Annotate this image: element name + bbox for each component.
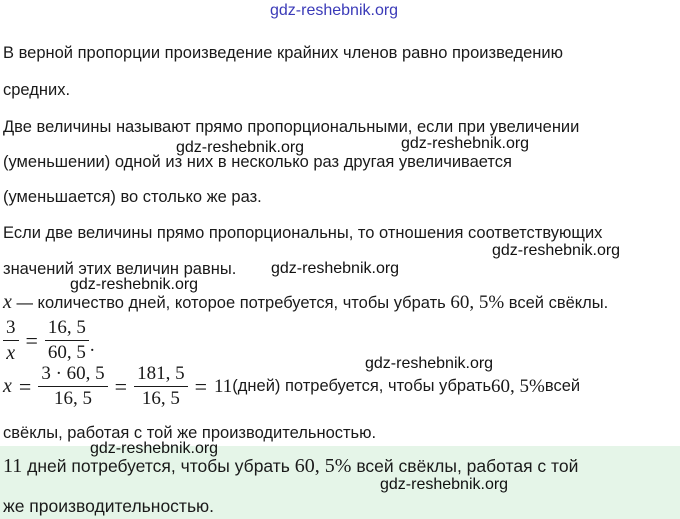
def-tail: всей свёклы. [504,294,609,312]
fraction-lhs [3,318,19,363]
rule-direct-line-2: (уменьшении) одной из них в несколько раз другая увеличивается [3,153,512,171]
watermark-overlay: gdz-reshebnik.org [401,135,530,152]
frac-den: 16, 5 [141,388,180,409]
result-text-end: всей [544,377,581,395]
var-x: x [3,291,12,313]
percent-value: 60, 5% [491,375,545,397]
watermark-overlay: gdz-reshebnik.org [492,242,621,259]
calculation-equation [3,364,580,409]
variable-definition [3,292,608,313]
rule-ratio-line-1: Если две величины прямо пропорциональны, то отношения соответствующих [3,224,603,242]
rule-proportion-line-2: средних. [3,81,71,99]
percent-value: 60, 5% [450,292,505,313]
watermark-top[interactable]: gdz-reshebnik.org [270,2,399,19]
answer-text-end: всей свёклы, работая с той [351,456,579,476]
proportion-equation [3,318,95,363]
fraction-calc-2 [134,364,188,409]
watermark-overlay: gdz-reshebnik.org [176,139,305,156]
equals-sign: = [194,373,207,399]
def-text: — количество дней, которое потребуется, чтобы убрать [11,294,451,312]
result-value: 11 [213,375,233,397]
answer-percent: 60, 5% [294,455,352,477]
rule-direct-line-3: (уменьшается) во столько же раз. [3,188,262,206]
fraction-calc-1 [38,364,107,409]
frac-num: 16, 5 [45,318,89,341]
watermark-overlay: gdz-reshebnik.org [90,440,219,457]
var-x: x [3,375,12,397]
answer-line-1 [3,456,578,476]
period: . [89,335,95,356]
equals-sign: = [25,327,38,353]
result-text: (дней) потребуется, чтобы убрать [232,377,492,395]
equals-sign: = [18,373,32,399]
watermark-overlay: gdz-reshebnik.org [271,260,400,277]
rule-proportion-line-1: В верной пропорции произведение крайних членов равно произведению [3,44,563,62]
frac-den: 16, 5 [53,388,92,409]
answer-text: дней потребуется, чтобы убрать [22,456,295,476]
frac-num: 3 · 60, 5 [38,364,107,387]
rule-direct-line-1: Две величины называют прямо пропорциональными, если при увеличении [3,118,580,136]
watermark-overlay: gdz-reshebnik.org [380,476,509,493]
watermark-overlay: gdz-reshebnik.org [365,355,494,372]
result-text-line-2: свёклы, работая с той же производительностью. [3,424,377,442]
frac-den: 60, 5 [47,342,86,363]
watermark-overlay: gdz-reshebnik.org [70,276,199,293]
frac-num: 181, 5 [134,364,188,387]
fraction-rhs [45,318,89,363]
rule-ratio-line-2: значений этих величин равны. [3,260,237,278]
answer-line-2: же производительностью. [3,496,215,516]
equals-sign: = [114,373,128,399]
answer-number: 11 [3,455,23,477]
frac-den: x [6,342,16,364]
frac-num: 3 [3,318,19,341]
